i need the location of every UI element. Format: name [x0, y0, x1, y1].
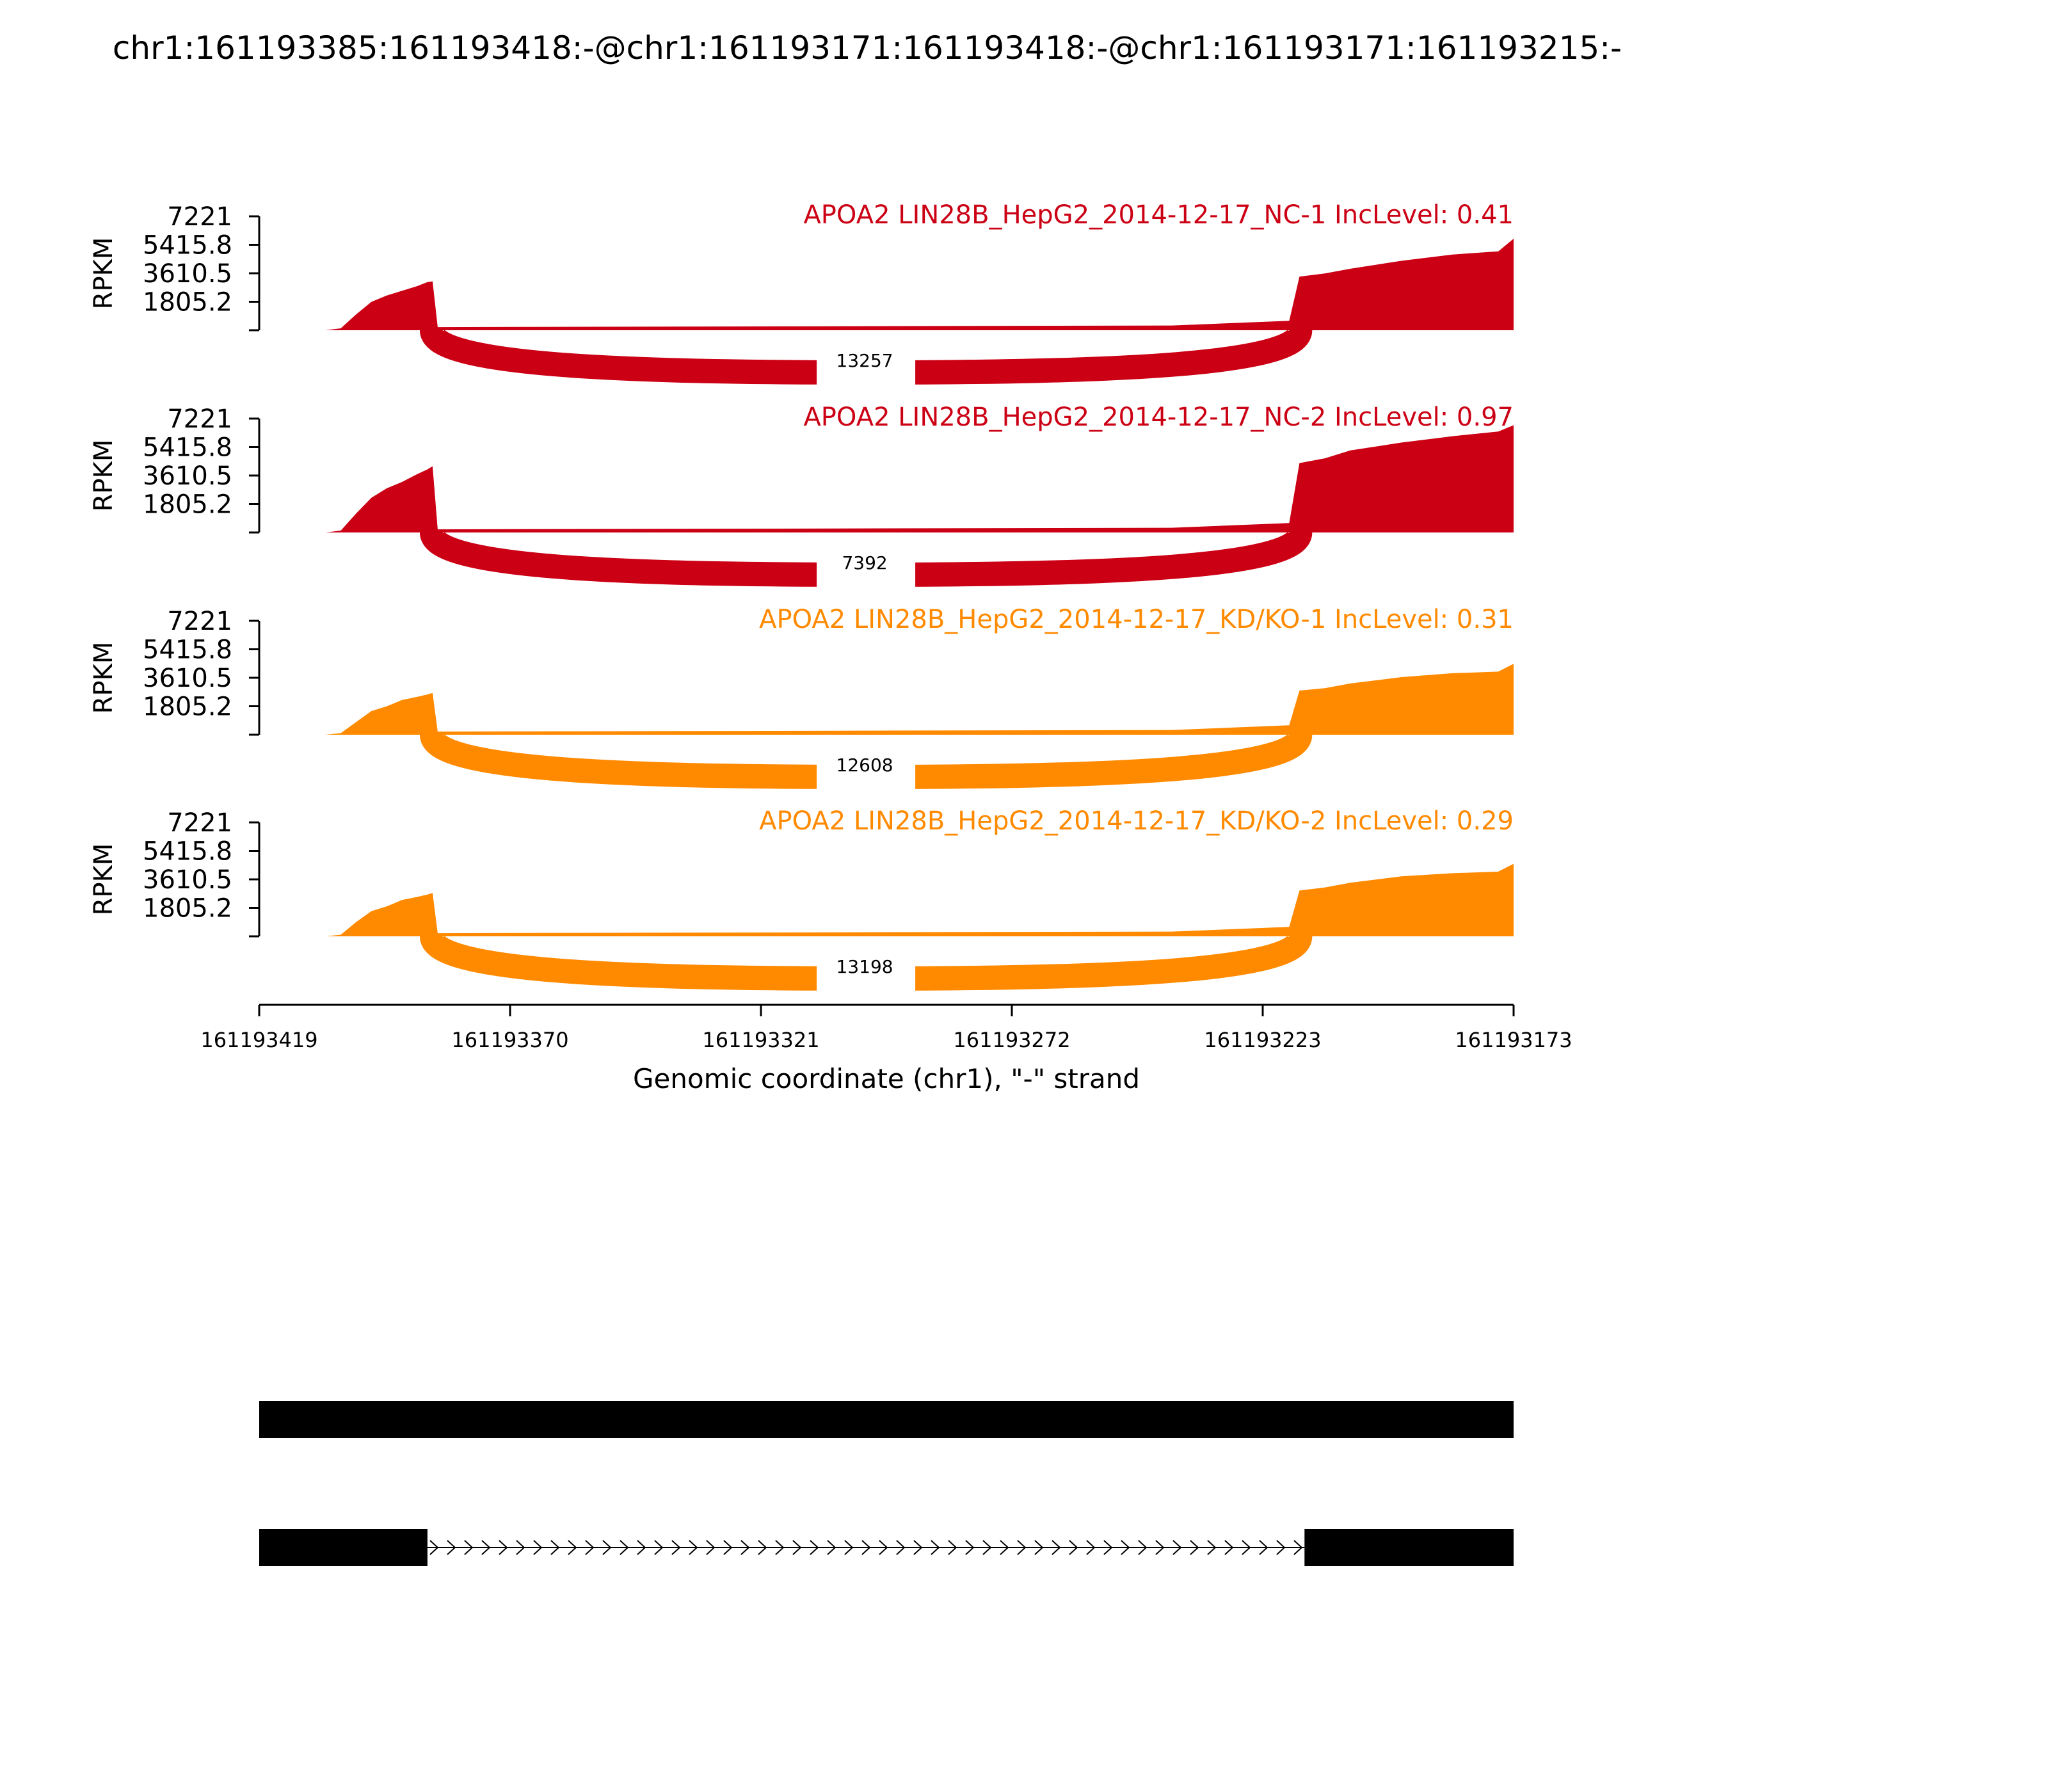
y-axis-label: RPKM: [89, 843, 118, 916]
y-tick-label: 5415.8: [143, 230, 232, 260]
y-tick-label: 1805.2: [143, 692, 232, 722]
exon-block: [259, 1529, 428, 1566]
y-tick-label: 3610.5: [143, 664, 232, 693]
coverage-area: [259, 864, 1514, 936]
junction-count-label: 13198: [836, 956, 893, 977]
y-tick-label: 7221: [167, 808, 232, 838]
y-tick-label: 1805.2: [143, 893, 232, 924]
y-axis-label: RPKM: [89, 237, 118, 310]
gene-model-1: [259, 1401, 1514, 1438]
y-tick-label: 3610.5: [143, 259, 232, 289]
panel-1: [89, 200, 1514, 385]
x-tick-label: 161193370: [451, 1028, 569, 1052]
x-tick-label: 161193223: [1204, 1028, 1322, 1052]
sample-label: APOA2 LIN28B_HepG2_2014-12-17_KD/KO-2 IncLevel: 0.29: [759, 806, 1514, 836]
y-tick-label: 5415.8: [143, 635, 232, 665]
coverage-area: [259, 239, 1514, 330]
x-tick-label: 161193272: [953, 1028, 1071, 1052]
plot-title: chr1:161193385:161193418:-@chr1:161193171:161193418:-@chr1:161193171:161193215:-: [112, 29, 1622, 67]
sample-label: APOA2 LIN28B_HepG2_2014-12-17_NC-2 IncLevel: 0.97: [803, 403, 1514, 432]
sample-label: APOA2 LIN28B_HepG2_2014-12-17_NC-1 IncLevel: 0.41: [803, 200, 1514, 230]
coverage-area: [259, 664, 1514, 735]
junction-count-label: 7392: [842, 552, 888, 573]
gene-model-2: [259, 1529, 1514, 1566]
x-tick-label: 161193321: [702, 1028, 820, 1052]
x-tick-label: 161193173: [1455, 1028, 1572, 1052]
y-axis-label: RPKM: [89, 641, 118, 714]
y-tick-label: 3610.5: [143, 865, 232, 895]
x-axis-label: Genomic coordinate (chr1), "-" strand: [632, 1063, 1140, 1094]
y-tick-label: 5415.8: [143, 433, 232, 463]
exon-block: [1304, 1529, 1514, 1566]
panel-2: [89, 403, 1514, 588]
y-axis-label: RPKM: [89, 439, 118, 512]
junction-count-label: 13257: [836, 350, 893, 371]
x-tick-label: 161193419: [200, 1028, 318, 1052]
y-tick-label: 7221: [167, 404, 232, 434]
coverage-area: [259, 425, 1514, 532]
y-tick-label: 7221: [167, 607, 232, 636]
panel-3: [89, 605, 1514, 790]
sample-label: APOA2 LIN28B_HepG2_2014-12-17_KD/KO-1 IncLevel: 0.31: [759, 605, 1514, 634]
junction-count-label: 12608: [836, 755, 893, 776]
y-tick-label: 3610.5: [143, 461, 232, 491]
panel-4: [89, 806, 1514, 991]
exon-block: [259, 1401, 1514, 1438]
y-tick-label: 7221: [167, 202, 232, 232]
y-tick-label: 5415.8: [143, 836, 232, 867]
y-tick-label: 1805.2: [143, 490, 232, 520]
y-tick-label: 1805.2: [143, 287, 232, 317]
